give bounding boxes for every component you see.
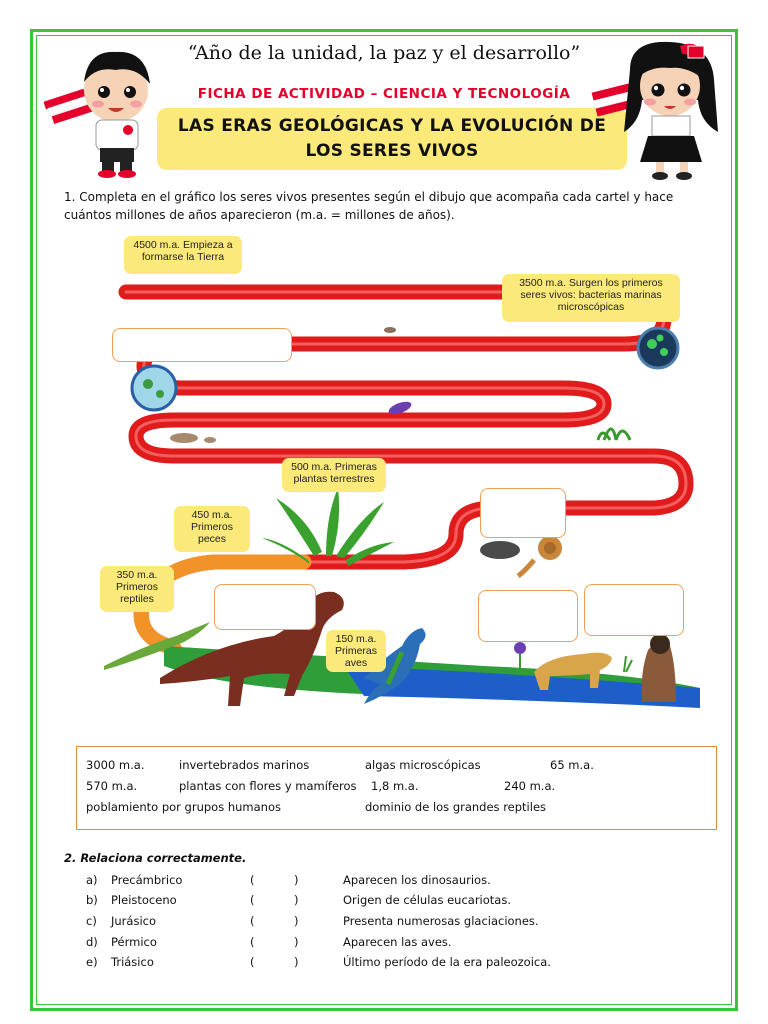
callout-150-line-2: Primeras xyxy=(334,645,377,657)
match-open-paren: ( xyxy=(250,914,255,928)
callout-350-line-2: Primeros xyxy=(115,581,158,593)
word-bank-item: poblamiento por grupos humanos xyxy=(86,800,282,814)
girl-illustration xyxy=(590,40,730,182)
callout-450-line-1: 450 m.a. xyxy=(191,509,233,521)
match-open-paren: ( xyxy=(250,935,255,949)
callout-150-line-1: 150 m.a. xyxy=(335,633,377,645)
match-close-paren: ) xyxy=(294,893,299,907)
callout-4500 xyxy=(124,236,242,274)
callout-500-line-2: plantas terrestres xyxy=(293,473,375,485)
match-letter: d) xyxy=(86,935,98,949)
match-era: Pleistoceno xyxy=(111,893,177,907)
match-description: Presenta numerosas glaciaciones. xyxy=(343,914,539,928)
question-1-line-1: 1. Completa en el gráfico los seres vivos presentes según el dibujo que acompaña cada cartel y hace xyxy=(64,190,674,204)
match-open-paren: ( xyxy=(250,955,255,969)
match-description: Aparecen las aves. xyxy=(343,935,452,949)
match-letter: a) xyxy=(86,873,98,887)
boy-illustration xyxy=(44,40,174,180)
word-bank-item: 65 m.a. xyxy=(550,758,594,772)
callout-150 xyxy=(326,630,386,672)
question-1-instructions xyxy=(64,188,704,224)
motto: “Año de la unidad, la paz y el desarrollo” xyxy=(187,42,581,64)
blank-box-flowers-mammals[interactable] xyxy=(478,590,578,642)
blank-box-algae[interactable] xyxy=(112,328,292,362)
match-close-paren: ) xyxy=(294,955,299,969)
match-open-paren: ( xyxy=(250,893,255,907)
match-description: Aparecen los dinosaurios. xyxy=(343,873,491,887)
word-bank-item: 570 m.a. xyxy=(86,779,138,793)
callout-450-line-3: peces xyxy=(197,533,227,545)
evolution-timeline-diagram xyxy=(64,226,704,718)
question-1-line-2: cuántos millones de años aparecieron (m.a. = millones de años). xyxy=(64,208,455,222)
callout-3500-line-3: microscópicas xyxy=(557,301,625,313)
blank-box-invertebrates[interactable] xyxy=(480,488,566,538)
callout-3500-line-1: 3500 m.a. Surgen los primeros xyxy=(519,277,663,289)
callout-450 xyxy=(174,506,250,552)
match-letter: b) xyxy=(86,893,98,907)
match-close-paren: ) xyxy=(294,914,299,928)
callout-500 xyxy=(282,458,386,492)
match-letter: e) xyxy=(86,955,98,969)
word-bank-item: 240 m.a. xyxy=(504,779,556,793)
title-line-1: LAS ERAS GEOLÓGICAS Y LA EVOLUCIÓN DE xyxy=(177,116,607,136)
match-era: Jurásico xyxy=(111,914,157,928)
word-bank-item: 3000 m.a. xyxy=(86,758,145,772)
blank-box-dinosaurs[interactable] xyxy=(214,584,316,630)
match-description: Último período de la era paleozoica. xyxy=(343,955,551,969)
match-close-paren: ) xyxy=(294,935,299,949)
match-close-paren: ) xyxy=(294,873,299,887)
callout-150-line-3: aves xyxy=(344,657,368,669)
match-era: Precámbrico xyxy=(111,873,183,887)
match-open-paren: ( xyxy=(250,873,255,887)
question-2-title: 2. Relaciona correctamente. xyxy=(64,851,247,865)
callout-3500-line-2: seres vivos: bacterias marinas xyxy=(520,289,662,301)
callout-350-line-1: 350 m.a. xyxy=(116,569,158,581)
match-letter: c) xyxy=(86,914,97,928)
word-bank xyxy=(76,746,717,830)
word-bank-item: 1,8 m.a. xyxy=(371,779,419,793)
callout-350-line-3: reptiles xyxy=(120,593,154,605)
callout-350 xyxy=(100,566,174,612)
callout-4500-line-2: formarse la Tierra xyxy=(141,251,225,263)
blank-box-humans[interactable] xyxy=(584,584,684,636)
word-bank-item: invertebrados marinos xyxy=(179,758,310,772)
callout-450-line-2: Primeros xyxy=(190,521,233,533)
title-line-2: LOS SERES VIVOS xyxy=(305,141,479,161)
match-era: Triásico xyxy=(111,955,154,969)
word-bank-item: dominio de los grandes reptiles xyxy=(365,800,547,814)
match-era: Pérmico xyxy=(111,935,157,949)
callout-3500 xyxy=(502,274,680,322)
activity-label: FICHA DE ACTIVIDAD – CIENCIA Y TECNOLOGÍA xyxy=(197,86,571,102)
callout-500-line-1: 500 m.a. Primeras xyxy=(291,461,377,473)
page-title xyxy=(157,114,627,164)
match-description: Origen de células eucariotas. xyxy=(343,893,511,907)
word-bank-item: algas microscópicas xyxy=(365,758,481,772)
callout-4500-line-1: 4500 m.a. Empieza a xyxy=(133,239,233,251)
word-bank-item: plantas con flores y mamíferos xyxy=(179,779,357,793)
